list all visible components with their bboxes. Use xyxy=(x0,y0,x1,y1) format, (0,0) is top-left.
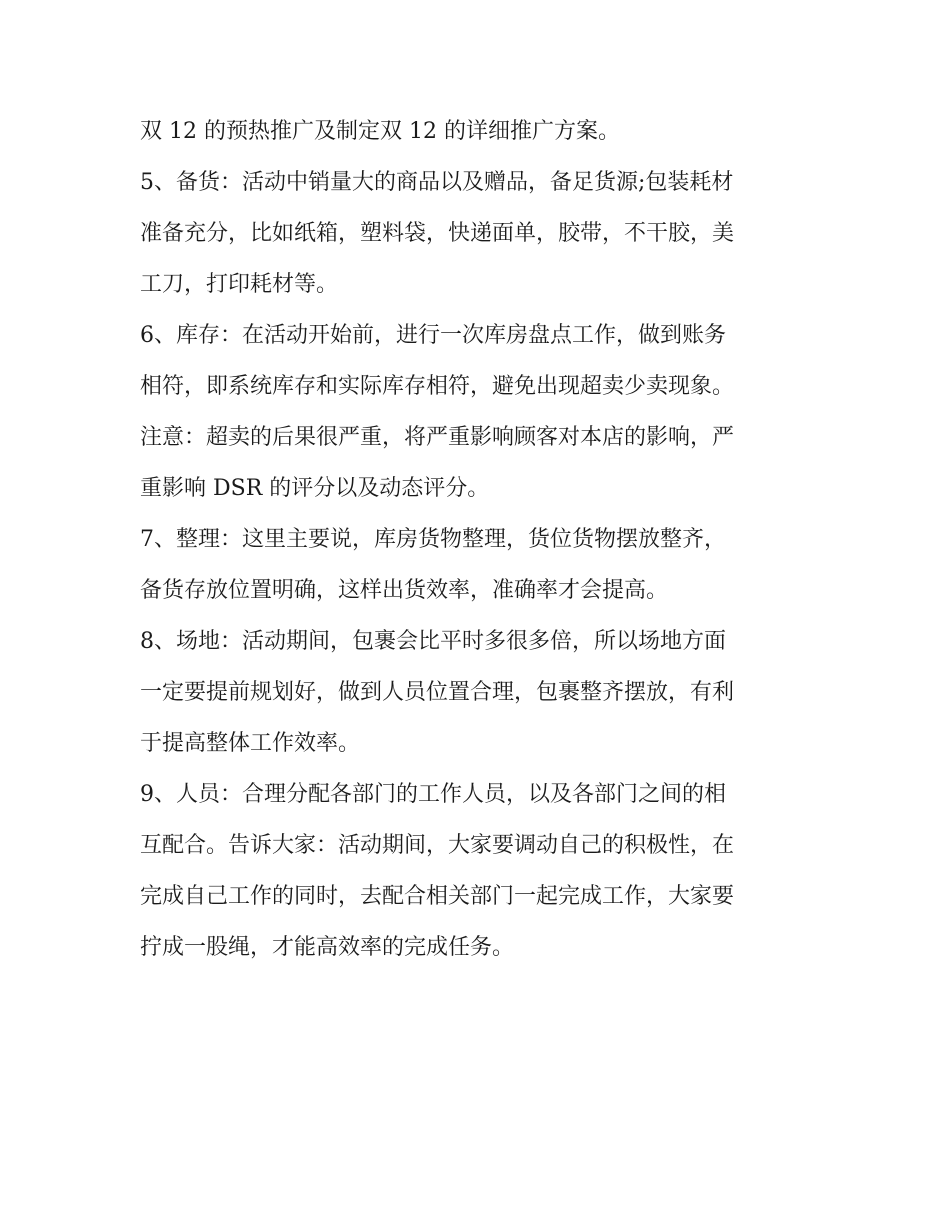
text-line: 双 12 的预热推广及制定双 12 的详细推广方案。 xyxy=(140,119,620,144)
text-line: 于提高整体工作效率。 xyxy=(140,731,361,756)
text-line: 重影响 DSR 的评分以及动态评分。 xyxy=(140,476,490,501)
text-line: 准备充分，比如纸箱，塑料袋，快递面单，胶带，不干胶，美 xyxy=(140,221,735,246)
text-line: 6、库存：在活动开始前，进行一次库房盘点工作，做到账务 xyxy=(140,323,726,348)
text-line: 注意：超卖的后果很严重，将严重影响顾客对本店的影响，严 xyxy=(140,425,735,450)
text-line: 9、人员：合理分配各部门的工作人员，以及各部门之间的相 xyxy=(140,782,726,807)
text-line: 工刀，打印耗材等。 xyxy=(140,272,339,297)
text-line: 备货存放位置明确，这样出货效率，准确率才会提高。 xyxy=(140,578,669,603)
text-line: 完成自己工作的同时，去配合相关部门一起完成工作，大家要 xyxy=(140,884,735,909)
text-line: 8、场地：活动期间，包裹会比平时多很多倍，所以场地方面 xyxy=(140,629,726,654)
text-line: 5、备货：活动中销量大的商品以及赠品，备足货源;包装耗材 xyxy=(140,170,734,195)
text-line: 相符，即系统库存和实际库存相符，避免出现超卖少卖现象。 xyxy=(140,374,735,399)
text-line: 一定要提前规划好，做到人员位置合理，包裹整齐摆放，有利 xyxy=(140,680,735,705)
document-body xyxy=(140,106,830,973)
text-line: 互配合。告诉大家：活动期间，大家要调动自己的积极性，在 xyxy=(140,833,735,858)
text-line: 7、整理：这里主要说，库房货物整理，货位货物摆放整齐， xyxy=(140,527,726,552)
text-line: 拧成一股绳，才能高效率的完成任务。 xyxy=(140,935,515,960)
